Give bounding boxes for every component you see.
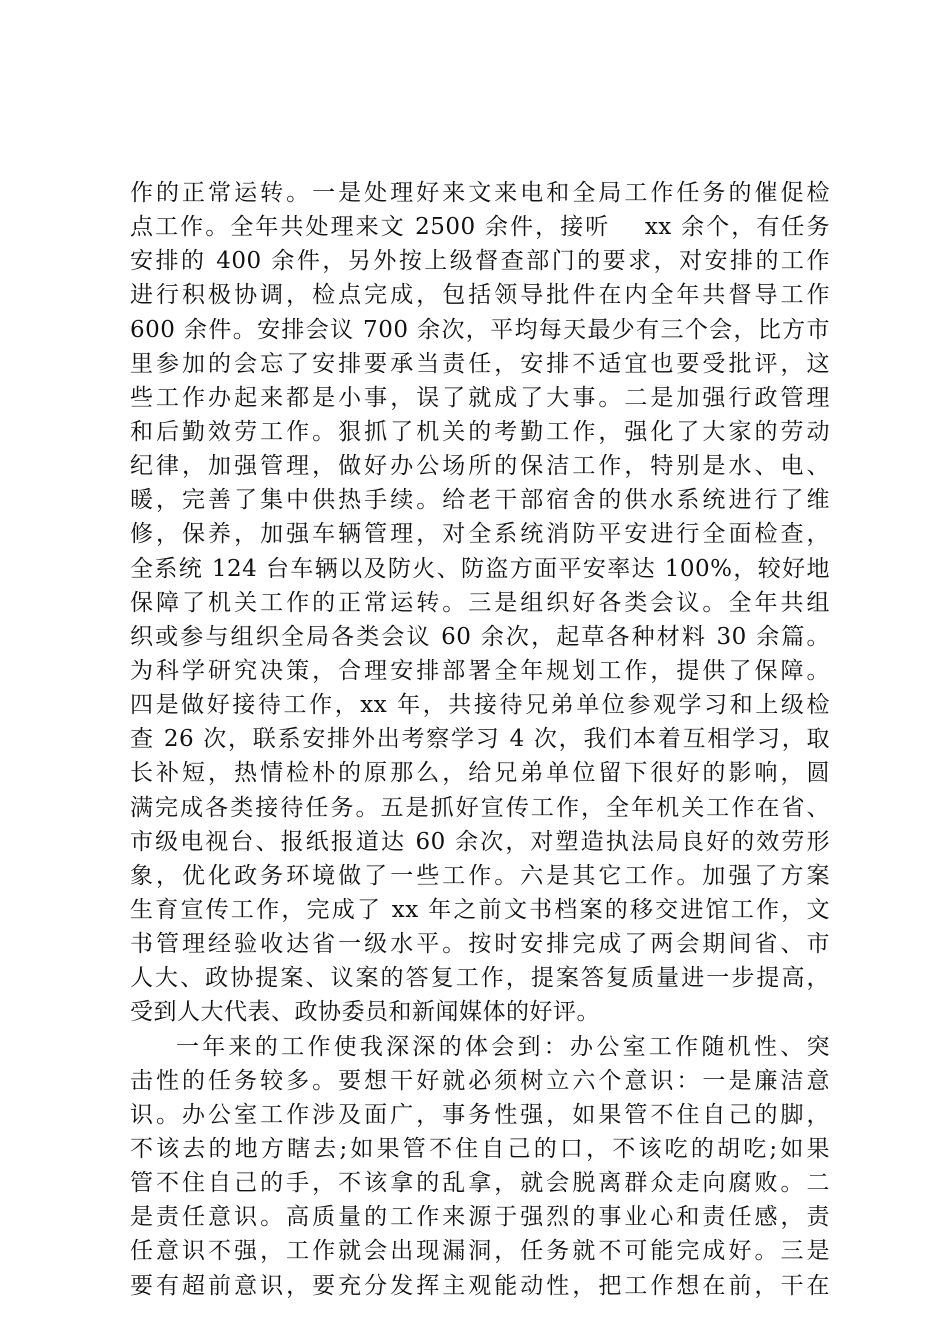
text-line: 里参加的会忘了安排要承当责任，安排不适宜也要受批评，这 bbox=[130, 350, 830, 377]
text-line: 要有超前意识，要充分发挥主观能动性，把工作想在前，干在 bbox=[130, 1272, 830, 1299]
text-line: 保障了机关工作的正常运转。三是组织好各类会议。全年共组 bbox=[130, 589, 830, 616]
text-line: 和后勤效劳工作。狠抓了机关的考勤工作，强化了大家的劳动 bbox=[130, 418, 830, 445]
text-line: 纪律，加强管理，做好办公场所的保洁工作，特别是水、电、 bbox=[130, 453, 830, 480]
text-line: 长补短，热情检朴的原那么，给兄弟单位留下很好的影响，圆 bbox=[130, 760, 830, 787]
text-line: 击性的任务较多。要想干好就必须树立六个意识：一是廉洁意 bbox=[130, 1067, 830, 1094]
text-line: 不该去的地方瞎去;如果管不住自己的口，不该吃的胡吃;如果 bbox=[130, 1135, 830, 1162]
text-line: 修，保养，加强车辆管理，对全系统消防平安进行全面检查， bbox=[130, 521, 830, 548]
text-line: 是责任意识。高质量的工作来源于强烈的事业心和责任感，责 bbox=[130, 1204, 830, 1231]
text-line: 600 余件。安排会议 700 余次，平均每天最少有三个会，比方市 bbox=[130, 316, 830, 343]
text-line: 市级电视台、报纸报道达 60 余次，对塑造执法局良好的效劳形 bbox=[130, 828, 830, 855]
text-line: 生育宣传工作，完成了 xx 年之前文书档案的移交进馆工作，文 bbox=[130, 896, 830, 923]
paragraph-start-line: 一年来的工作使我深深的体会到：办公室工作随机性、突 bbox=[176, 1033, 830, 1060]
text-line: 安排的 400 余件，另外按上级督查部门的要求，对安排的工作 bbox=[130, 248, 830, 275]
body-text bbox=[130, 176, 830, 1303]
text-line: 全系统 124 台车辆以及防火、防盗方面平安率达 100%，较好地 bbox=[130, 555, 830, 582]
text-line: 识。办公室工作涉及面广，事务性强，如果管不住自己的脚， bbox=[130, 1101, 830, 1128]
text-line: 满完成各类接待任务。五是抓好宣传工作，全年机关工作在省、 bbox=[130, 794, 830, 821]
text-line: 查 26 次，联系安排外出考察学习 4 次，我们本着互相学习，取 bbox=[130, 726, 830, 753]
text-line: 管不住自己的手，不该拿的乱拿，就会脱离群众走向腐败。二 bbox=[130, 1170, 830, 1197]
text-line: 进行积极协调，检点完成，包括领导批件在内全年共督导工作 bbox=[130, 282, 830, 309]
text-line: 为科学研究决策，合理安排部署全年规划工作，提供了保障。 bbox=[130, 657, 830, 684]
text-line: 人大、政协提案、议案的答复工作，提案答复质量进一步提高， bbox=[130, 965, 830, 992]
text-line: 任意识不强，工作就会出现漏洞，任务就不可能完成好。三是 bbox=[130, 1238, 830, 1265]
text-line: 书管理经验收达省一级水平。按时安排完成了两会期间省、市 bbox=[130, 931, 830, 958]
text-line: 点工作。全年共处理来文 2500 余件，接听 xx 余个，有任务 bbox=[130, 214, 830, 241]
paragraph-end-line: 受到人大代表、政协委员和新闻媒体的好评。 bbox=[130, 999, 600, 1026]
text-line: 暖，完善了集中供热手续。给老干部宿舍的供水系统进行了维 bbox=[130, 487, 830, 514]
text-line: 些工作办起来都是小事，误了就成了大事。二是加强行政管理 bbox=[130, 384, 830, 411]
text-line: 四是做好接待工作，xx 年，共接待兄弟单位参观学习和上级检 bbox=[130, 692, 830, 719]
text-line: 作的正常运转。一是处理好来文来电和全局工作任务的催促检 bbox=[130, 180, 830, 206]
text-line: 织或参与组织全局各类会议 60 余次，起草各种材料 30 余篇。 bbox=[130, 623, 830, 650]
text-line: 象，优化政务环境做了一些工作。六是其它工作。加强了方案 bbox=[130, 862, 830, 889]
